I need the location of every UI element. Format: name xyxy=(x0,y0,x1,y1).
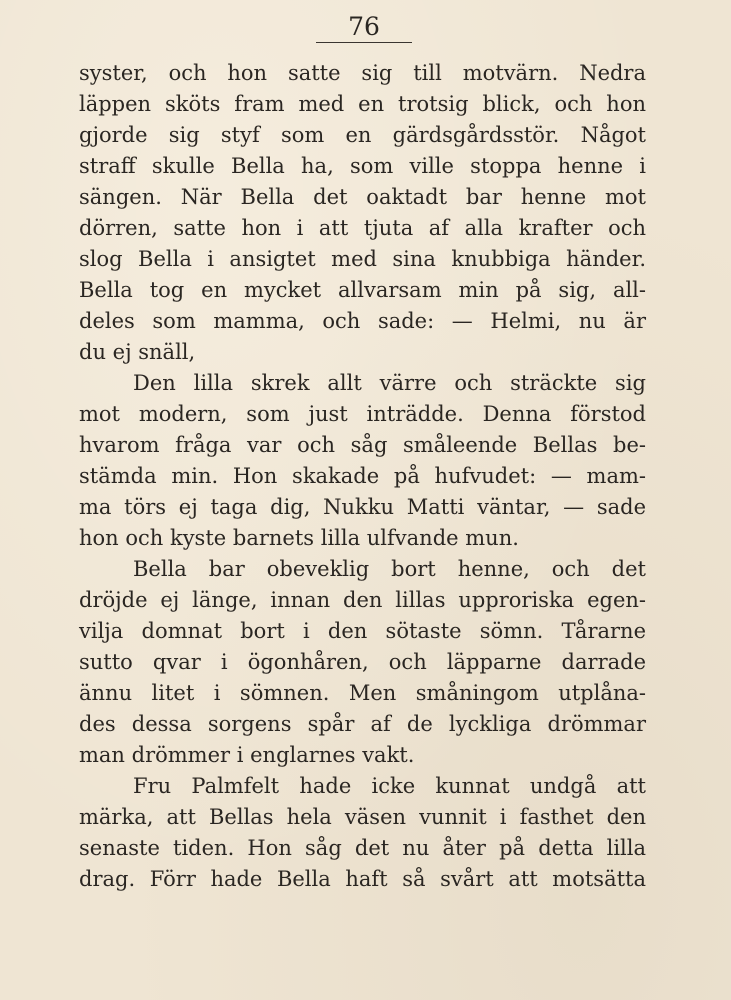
text-line: Fru Palmfelt hade icke kunnat undgå att xyxy=(133,774,646,798)
text-line: dröjde ej länge, innan den lillas upproriska egen- xyxy=(79,588,646,612)
text-line: syster, och hon satte sig till motvärn. Nedra xyxy=(79,61,646,85)
text-line: Bella tog en mycket allvarsam min på sig, all- xyxy=(79,278,646,302)
text-line: Den lilla skrek allt värre och sträckte sig xyxy=(133,371,646,395)
text-line: straff skulle Bella ha, som ville stoppa henne i xyxy=(79,154,646,178)
page-number: 76 xyxy=(348,12,380,41)
text-line: vilja domnat bort i den sötaste sömn. Tårarne xyxy=(79,619,646,643)
text-line: drag. Förr hade Bella haft så svårt att motsätta xyxy=(79,867,646,891)
text-line: ma törs ej taga dig, Nukku Matti väntar, — sade xyxy=(79,495,646,519)
text-line: ännu litet i sömnen. Men småningom utplåna- xyxy=(79,681,646,705)
text-line: stämda min. Hon skakade på hufvudet: — mam- xyxy=(79,464,646,488)
text-line: Bella bar obeveklig bort henne, och det xyxy=(133,557,646,581)
text-line: hon och kyste barnets lilla ulfvande mun. xyxy=(79,526,519,550)
text-line: deles som mamma, och sade: — Helmi, nu är xyxy=(79,309,646,333)
text-line: des dessa sorgens spår af de lyckliga drömmar xyxy=(79,712,646,736)
text-line: man drömmer i englarnes vakt. xyxy=(79,743,415,767)
text-line: hvarom fråga var och såg småleende Bellas be- xyxy=(79,433,646,457)
text-line: sutto qvar i ögonhåren, och läpparne darrade xyxy=(79,650,646,674)
text-line: läppen sköts fram med en trotsig blick, och hon xyxy=(79,92,646,116)
text-line: gjorde sig styf som en gärdsgårdsstör. Något xyxy=(79,123,646,147)
text-line: senaste tiden. Hon såg det nu åter på detta lilla xyxy=(79,836,646,860)
body-text xyxy=(79,58,646,895)
text-line: sängen. När Bella det oaktadt bar henne mot xyxy=(79,185,646,209)
text-line: märka, att Bellas hela väsen vunnit i fasthet den xyxy=(79,805,646,829)
text-line: slog Bella i ansigtet med sina knubbiga händer. xyxy=(79,247,646,271)
text-line: mot modern, som just inträdde. Denna förstod xyxy=(79,402,646,426)
text-line: du ej snäll, xyxy=(79,340,196,364)
page-number-rule xyxy=(316,42,412,43)
text-line: dörren, satte hon i att tjuta af alla krafter och xyxy=(79,216,646,240)
